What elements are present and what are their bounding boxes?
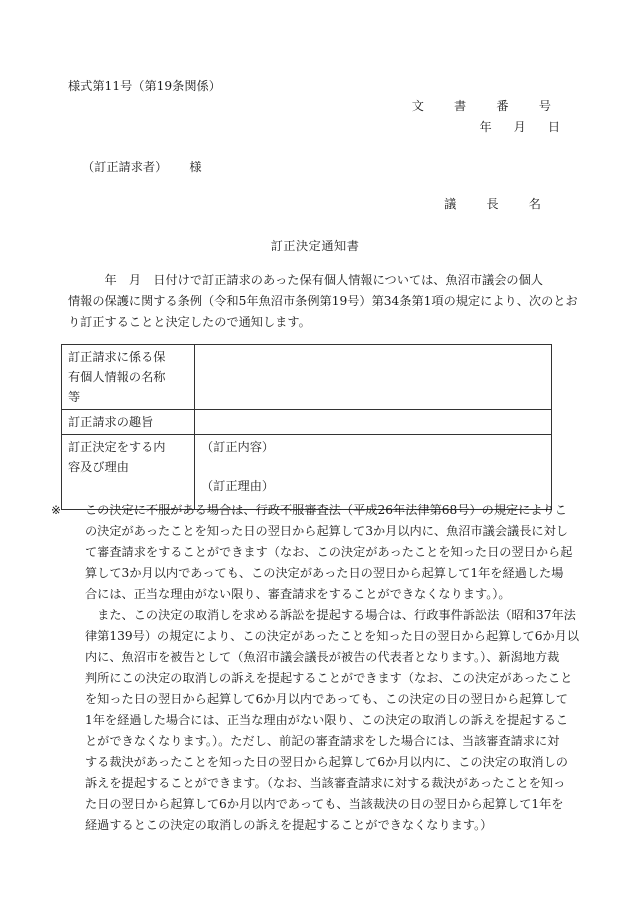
intro-line: り訂正することと決定したので通知します。 (68, 315, 311, 329)
name-label-line: 有個人情報の名称 (68, 370, 166, 384)
table-row-purpose (62, 410, 552, 435)
decision-label (62, 435, 195, 510)
note-line: 算して3か月以内であっても、この決定があった日の翌日から起算して1年を経過した場 (85, 566, 564, 580)
note-line: を知った日の翌日から起算して6か月以内であっても、この決定の日の翌日から起算して (85, 692, 568, 706)
note-line: 経過するとこの決定の取消しの訴えを提起することができなくなります。） (85, 818, 493, 832)
note-mark: ※ (51, 503, 62, 517)
decision-label-line: 容及び理由 (68, 460, 129, 474)
date-day: 日 (547, 120, 560, 134)
note-line: て審査請求をすることができます（なお、この決定があったことを知った日の翌日から起 (85, 545, 573, 559)
document-date (457, 121, 560, 133)
note-line: 内に、魚沼市を被告として（魚沼市議会議長が被告の代表者となります。）、新潟地方裁 (85, 650, 560, 664)
information-table (61, 344, 552, 510)
form-number: 様式第11号（第19条関係） (68, 79, 221, 93)
table-row-decision (62, 435, 552, 510)
name-label (62, 345, 195, 410)
addressee (82, 161, 202, 173)
table-row-name (62, 345, 552, 410)
note-line: 1年を経過した場合には、正当な理由がない限り、この決定の取消しの訴えを提起するこ (85, 713, 569, 727)
date-month: 月 (513, 120, 526, 134)
note-line: 訴えを提起することができます。（なお、当該審査請求に対する裁決があったことを知っ (85, 776, 566, 790)
decision-label-line: 訂正決定をする内 (68, 440, 166, 454)
note-line: する裁決があったことを知った日の翌日から起算して6か月以内に、この決定の取消しの (85, 755, 568, 769)
note-line: 合には、正当な理由がない限り、審査請求をすることができなくなります。）。 (85, 587, 511, 601)
addressee-label: （訂正請求者） (82, 160, 168, 174)
intro-paragraph (68, 270, 578, 333)
correction-reason-label: （訂正理由） (201, 479, 275, 493)
note-line: た日の翌日から起算して6か月以内であっても、当該裁決の日の翌日から起算して1年を (85, 797, 564, 811)
decision-value (195, 435, 552, 510)
name-value (195, 345, 552, 410)
sender-name: 議 長 名 (444, 197, 550, 211)
addressee-honorific: 様 (189, 160, 202, 174)
correction-content-label: （訂正内容） (201, 440, 275, 454)
name-label-line: 訂正請求に係る保 (68, 350, 166, 364)
note-line (51, 500, 568, 521)
purpose-label: 訂正請求の趣旨 (62, 410, 195, 435)
notes-section (51, 500, 580, 836)
note-line: 判所にこの決定の取消しの訴えを提起することができます（なお、この決定があったこと (85, 671, 573, 685)
intro-line: 情報の保護に関する条例（令和5年魚沼市条例第19号）第34条第1項の規定により、次のとお (68, 294, 578, 308)
intro-line: 年 月 日付けで訂正請求のあった保有個人情報については、魚沼市議会の個人 (68, 273, 543, 287)
name-label-line: 等 (68, 390, 81, 404)
date-year: 年 (479, 120, 492, 134)
note-line: とができなくなります。）。ただし、前記の審査請求をした場合には、当該審査請求に対 (85, 734, 560, 748)
note-line: の決定があったことを知った日の翌日から起算して3か月以内に、魚沼市議会議長に対し (85, 524, 568, 538)
note-line-text: この決定に不服がある場合は、行政不服審査法（平成26年法律第68号）の規定によりこ (85, 503, 567, 517)
purpose-value (195, 410, 552, 435)
document-title: 訂正決定通知書 (270, 239, 360, 253)
note-line: 律第139号）の規定により、この決定があったことを知った日の翌日から起算して6か月以 (85, 629, 580, 643)
document-number: 文 書 番 号 (411, 99, 560, 113)
note-line: また、この決定の取消しを求める訴訟を提起する場合は、行政事件訴訟法（昭和37年法 (85, 608, 576, 622)
